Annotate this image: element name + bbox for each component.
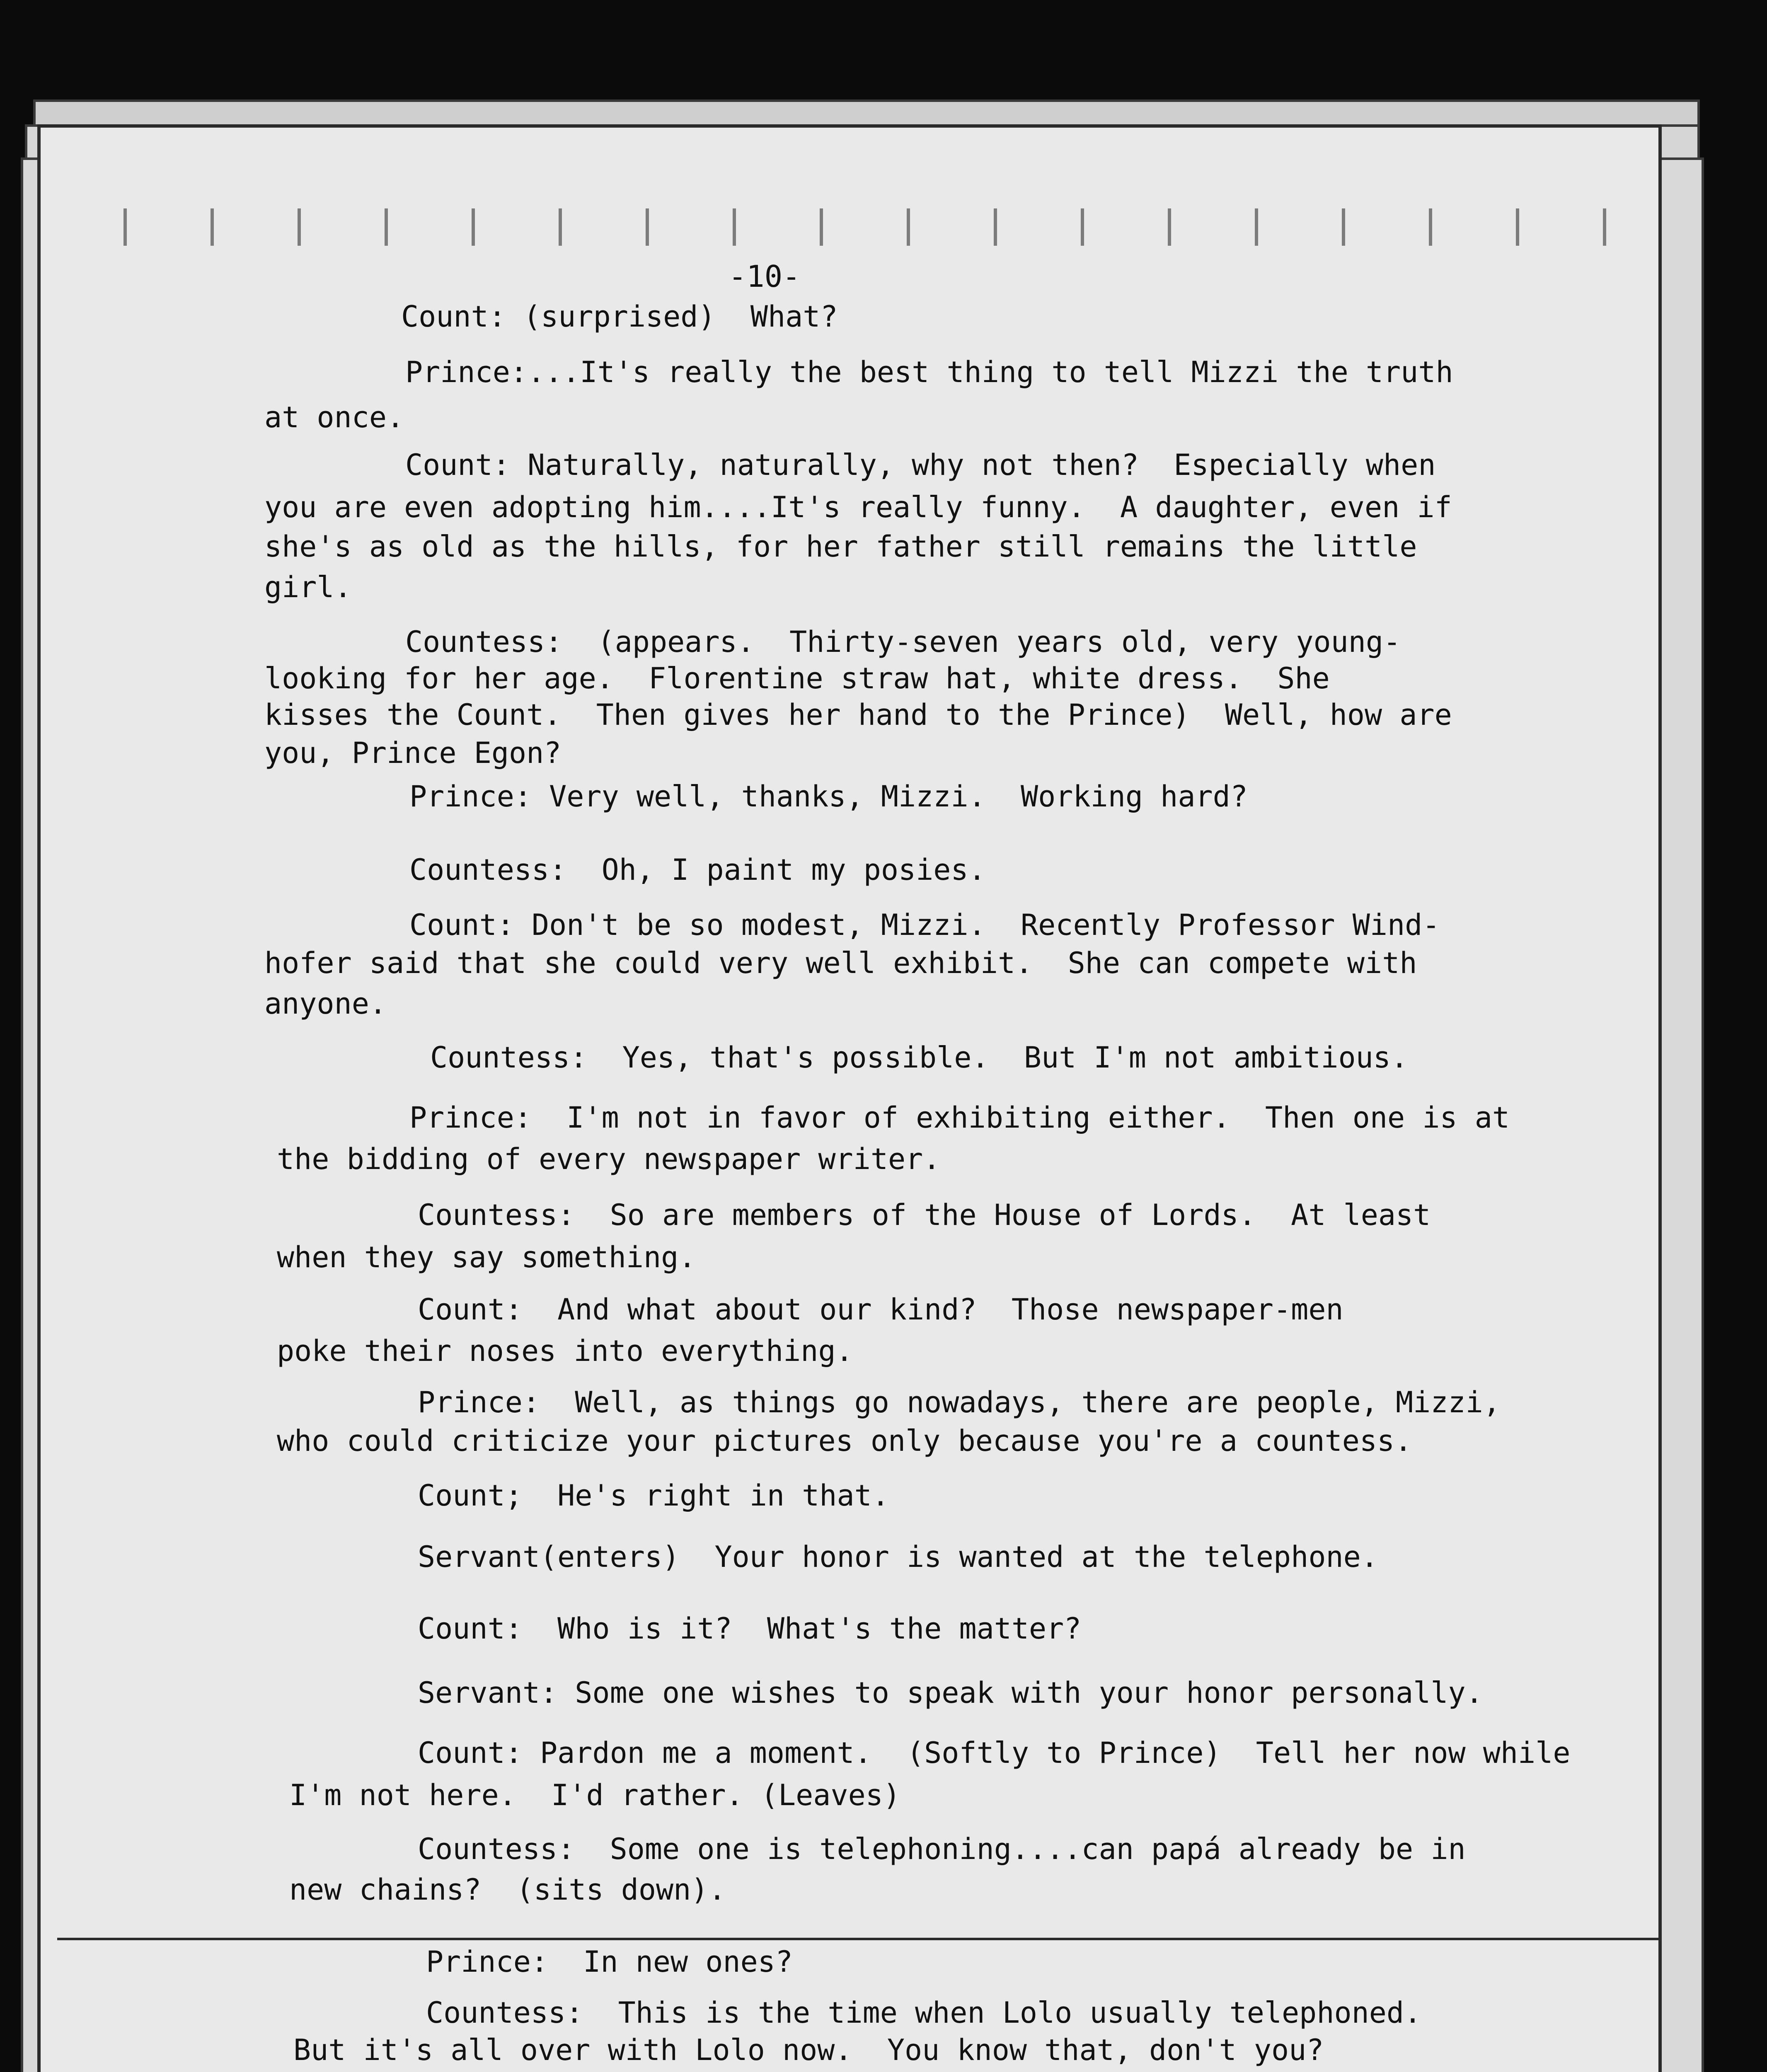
text-line: Prince: Well, as things go nowadays, there are people, Mizzi, <box>418 1385 1501 1419</box>
text-line: Prince: In new ones? <box>426 1945 793 1979</box>
text-line: Servant(enters) Your honor is wanted at the telephone. <box>418 1540 1378 1574</box>
text-line: kisses the Count. Then gives her hand to the Prince) Well, how are <box>264 698 1452 732</box>
typewriter-tick-marks <box>65 208 1632 246</box>
text-line: Count: (surprised) What? <box>401 300 838 334</box>
text-line: Prince: Very well, thanks, Mizzi. Working hard? <box>409 779 1248 813</box>
text-line: anyone. <box>264 987 387 1021</box>
page-fold-line <box>57 1938 1661 1940</box>
text-line: when they say something. <box>277 1240 696 1274</box>
text-line: Count: Naturally, naturally, why not then? Especially when <box>405 448 1436 482</box>
typescript-page <box>37 124 1662 2072</box>
text-line: Prince: I'm not in favor of exhibiting either. Then one is at <box>409 1101 1510 1135</box>
text-line: Count: Pardon me a moment. (Softly to Prince) Tell her now while <box>418 1736 1571 1770</box>
page-number: -10- <box>729 259 801 294</box>
text-line: Prince:...It's really the best thing to tell Mizzi the truth <box>405 355 1453 389</box>
text-line: Count: Don't be so modest, Mizzi. Recently Professor Wind- <box>409 908 1440 942</box>
text-line: Count; He's right in that. <box>418 1479 889 1513</box>
text-line: who could criticize your pictures only because you're a countess. <box>277 1424 1412 1458</box>
text-line: I'm not here. I'd rather. (Leaves) <box>289 1778 901 1812</box>
text-line: girl. <box>264 570 352 604</box>
text-line: Countess: Yes, that's possible. But I'm not ambitious. <box>430 1041 1409 1075</box>
text-line: Countess: Some one is telephoning....can papá already be in <box>418 1832 1466 1866</box>
text-line: looking for her age. Florentine straw hat, white dress. She <box>264 661 1330 695</box>
text-line: Countess: Oh, I paint my posies. <box>409 853 986 887</box>
text-line: Count: Who is it? What's the matter? <box>418 1612 1082 1646</box>
text-line: poke their noses into everything. <box>277 1334 853 1368</box>
text-line: Countess: (appears. Thirty-seven years old, very young- <box>405 625 1401 659</box>
text-line: Servant: Some one wishes to speak with your honor personally. <box>418 1676 1483 1710</box>
text-line: you are even adopting him....It's really funny. A daughter, even if <box>264 490 1452 524</box>
text-line: she's as old as the hills, for her father still remains the little <box>264 530 1417 564</box>
text-line: at once. <box>264 400 404 434</box>
text-line: you, Prince Egon? <box>264 736 562 770</box>
text-line: new chains? (sits down). <box>289 1873 726 1907</box>
text-line: Countess: So are members of the House of Lords. At least <box>418 1198 1431 1232</box>
text-line: the bidding of every newspaper writer. <box>277 1142 941 1176</box>
text-line: Count: And what about our kind? Those newspaper-men <box>418 1293 1343 1326</box>
text-line: But it's all over with Lolo now. You know that, don't you? <box>293 2033 1324 2067</box>
text-line: hofer said that she could very well exhibit. She can compete with <box>264 946 1417 980</box>
text-line: Countess: This is the time when Lolo usually telephoned. <box>426 1996 1422 2030</box>
